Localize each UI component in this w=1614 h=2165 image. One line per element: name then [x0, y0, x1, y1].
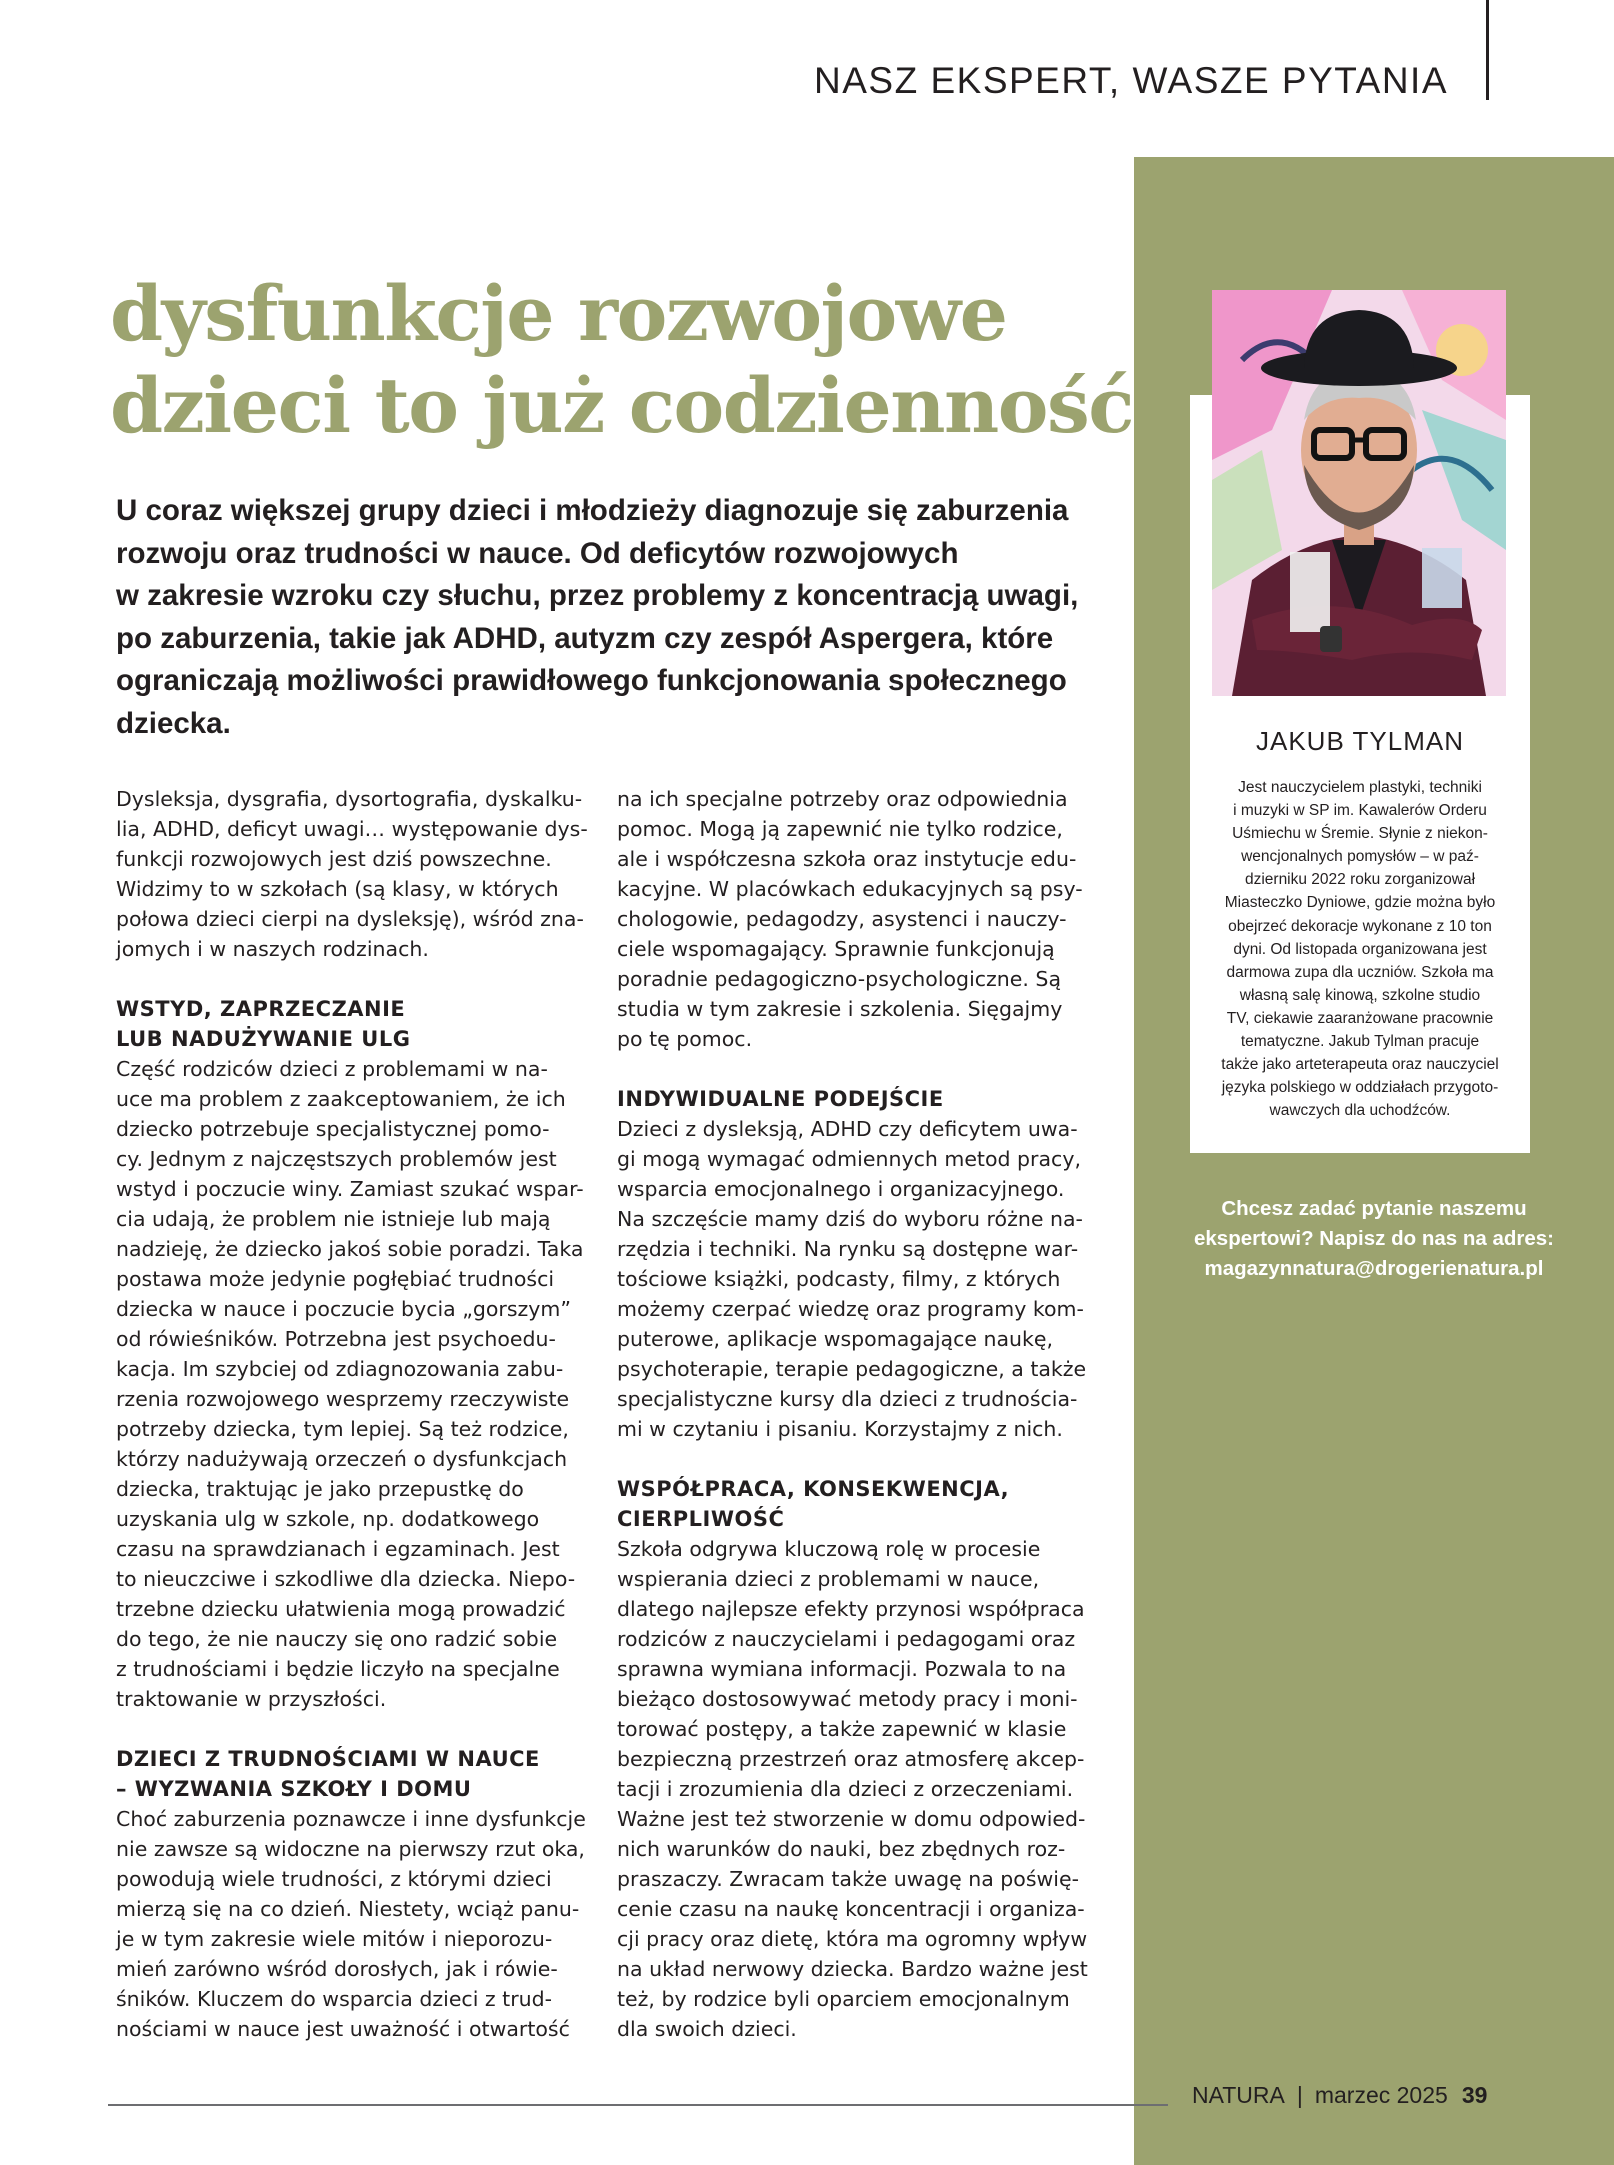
- lead-line: w zakresie wzroku czy słuchu, przez problemy z koncentracją uwagi,: [116, 579, 1079, 612]
- text-line: nie zawsze są widoczne na pierwszy rzut oka,: [116, 1837, 585, 1861]
- bio-line: własną salę kinową, szkolne studio: [1239, 986, 1481, 1004]
- text-line: dlatego najlepsze efekty przynosi współpraca: [617, 1597, 1085, 1621]
- expert-photo: [1212, 290, 1506, 696]
- spacer: [617, 1444, 1097, 1474]
- expert-name: JAKUB TYLMAN: [1255, 726, 1464, 756]
- text-line: do tego, że nie nauczy się ono radzić sobie: [116, 1627, 558, 1651]
- text-line: od rówieśników. Potrzebna jest psychoedu-: [116, 1327, 556, 1351]
- text-line: cji pracy oraz dietę, która ma ogromny wpływ: [617, 1927, 1088, 1951]
- text-line: bezpieczną przestrzeń oraz atmosferę akcep-: [617, 1747, 1085, 1771]
- spacer: [617, 1054, 1097, 1084]
- bio-line: dyni. Od listopada organizowana jest: [1233, 940, 1487, 958]
- text-line: Ważne jest też stworzenie w domu odpowied-: [617, 1807, 1086, 1831]
- page-footer: [1192, 2082, 1487, 2109]
- text-line: nadzieję, że dziecko jakoś sobie poradzi. Taka: [116, 1237, 584, 1261]
- text-line: chologowie, pedagodzy, asystenci i nauczy-: [617, 907, 1067, 931]
- footer-rule: [108, 2104, 1168, 2106]
- text-line: pomoc. Mogą ją zapewnić nie tylko rodzice,: [617, 817, 1063, 841]
- text-line: mierzą się na co dzień. Niestety, wciąż panu-: [116, 1897, 580, 1921]
- headline: [110, 268, 1134, 452]
- heading-line: INDYWIDUALNE PODEJŚCIE: [617, 1087, 944, 1111]
- text-line: cia udają, że problem nie istnieje lub mają: [116, 1207, 551, 1231]
- text-line: też, by rodzice byli oparciem emocjonalnym: [617, 1987, 1070, 2011]
- article-column-1: [116, 784, 596, 2044]
- bio-line: języka polskiego w oddziałach przygoto-: [1221, 1079, 1499, 1097]
- text-line: powodują wiele trudności, z którymi dzieci: [116, 1867, 552, 1891]
- text-line: studia w tym zakresie i szkolenia. Sięgajmy: [617, 997, 1063, 1021]
- text-line: Na szczęście mamy dziś do wyboru różne na-: [617, 1207, 1083, 1231]
- paragraph-individual: [617, 1114, 1097, 1444]
- text-line: kacja. Im szybciej od zdiagnozowania zabu-: [116, 1357, 564, 1381]
- text-line: rzędzia i techniki. Na rynku są dostępne war-: [617, 1237, 1079, 1261]
- paragraph-school-home: [116, 1804, 596, 2044]
- bio-line: i muzyki w SP im. Kawalerów Orderu: [1233, 802, 1487, 820]
- text-line: po tę pomoc.: [617, 1027, 753, 1051]
- text-line: funkcji rozwojowych jest dziś powszechne.: [116, 847, 552, 871]
- text-line: to nieuczciwe i szkodliwe dla dziecka. Niepo-: [116, 1567, 576, 1591]
- paragraph-shame: [116, 1054, 596, 1714]
- text-line: praszaczy. Zwracam także uwagę na poświę-: [617, 1867, 1080, 1891]
- text-line: czasu na sprawdzianach i egzaminach. Jest: [116, 1537, 560, 1561]
- heading-line: WSTYD, ZAPRZECZANIE: [116, 997, 406, 1021]
- text-line: nich warunków do nauki, bez zbędnych roz-: [617, 1837, 1066, 1861]
- text-line: cy. Jednym z najczęstszych problemów jest: [116, 1147, 557, 1171]
- text-line: kacyjne. W placówkach edukacyjnych są psy-: [617, 877, 1083, 901]
- bio-line: Jest nauczycielem plastyki, techniki: [1238, 779, 1482, 796]
- lead-line: U coraz większej grupy dzieci i młodzieży diagnozuje się zaburzenia: [116, 494, 1069, 527]
- text-line: dziecka, traktując je jako przepustkę do: [116, 1477, 524, 1501]
- text-line: traktowanie w przyszłości.: [116, 1687, 387, 1711]
- text-line: Część rodziców dzieci z problemami w na-: [116, 1057, 548, 1081]
- text-line: cenie czasu na naukę koncentracji i organiza-: [617, 1897, 1085, 1921]
- question-call-to-action: [1150, 1194, 1598, 1284]
- text-line: mi w czytaniu i pisaniu. Korzystajmy z nich.: [617, 1417, 1063, 1441]
- text-line: Widzimy to w szkołach (są klasy, w których: [116, 877, 559, 901]
- bio-line: TV, ciekawie zaaranżowane pracownie: [1226, 1009, 1494, 1027]
- paragraph-cooperation: [617, 1534, 1097, 2044]
- lead-paragraph: [116, 490, 1126, 745]
- cta-line: ekspertowi? Napisz do nas na adres:: [1194, 1227, 1554, 1250]
- article-column-2: [617, 784, 1097, 2044]
- text-line: dla swoich dzieci.: [617, 2017, 797, 2041]
- lead-line: ograniczają możliwości prawidłowego funkcjonowania społecznego: [116, 664, 1067, 697]
- expert-portrait-illustration: [1212, 290, 1506, 696]
- text-line: Dysleksja, dysgrafia, dysortografia, dyskalku-: [116, 787, 583, 811]
- bio-line: wencjonalnych pomysłów – w paź-: [1241, 848, 1479, 866]
- text-line: na układ nerwowy dziecka. Bardzo ważne jest: [617, 1957, 1088, 1981]
- text-line: poradnie pedagogiczno-psychologiczne. Są: [617, 967, 1062, 991]
- text-line: uce ma problem z zaakceptowaniem, że ich: [116, 1087, 566, 1111]
- text-line: Dzieci z dysleksją, ADHD czy deficytem uwa-: [617, 1117, 1078, 1141]
- lead-line: po zaburzenia, takie jak ADHD, autyzm czy zespół Aspergera, które: [116, 621, 1054, 655]
- heading-line: LUB NADUŻYWANIE ULG: [116, 1027, 411, 1051]
- header-vertical-rule: [1486, 0, 1489, 100]
- lead-line: dziecka.: [116, 706, 231, 740]
- section-heading-school-home: [116, 1744, 596, 1804]
- text-line: bieżąco dostosowywać metody pracy i moni-: [617, 1687, 1078, 1711]
- paragraph-intro: [116, 784, 596, 964]
- headline-line: dysfunkcje rozwojowe: [110, 269, 1007, 358]
- text-line: Szkoła odgrywa kluczową rolę w procesie: [617, 1537, 1041, 1561]
- bio-line: obejrzeć dekoracje wykonane z 10 ton: [1228, 917, 1492, 935]
- page-number: 39: [1461, 2082, 1488, 2108]
- magazine-name: NATURA: [1192, 2082, 1285, 2108]
- text-line: tościowe książki, podcasty, filmy, z których: [617, 1267, 1061, 1291]
- footer-separator: |: [1296, 2082, 1303, 2108]
- text-line: Choć zaburzenia poznawcze i inne dysfunkcje: [116, 1807, 586, 1831]
- heading-line: CIERPLIWOŚĆ: [617, 1507, 785, 1531]
- bio-line: także jako arteterapeuta oraz nauczyciel: [1221, 1056, 1499, 1074]
- heading-line: – WYZWANIA SZKOŁY I DOMU: [116, 1777, 472, 1801]
- text-line: potrzeby dziecka, tym lepiej. Są też rodzice,: [116, 1417, 569, 1441]
- text-line: uzyskania ulg w szkole, np. dodatkowego: [116, 1507, 540, 1531]
- spacer: [116, 964, 596, 994]
- issue-date: marzec 2025: [1314, 2082, 1448, 2108]
- bio-line: tematyczne. Jakub Tylman pracuje: [1240, 1033, 1480, 1051]
- bio-line: Uśmiechu w Śremie. Słynie z niekon-: [1232, 825, 1488, 843]
- spacer: [116, 1714, 596, 1744]
- text-line: rodziców z nauczycielami i pedagogami oraz: [617, 1627, 1076, 1651]
- text-line: wsparcia emocjonalnego i organizacyjnego.: [617, 1177, 1065, 1201]
- text-line: mień zarówno wśród dorosłych, jak i rówie-: [116, 1957, 558, 1981]
- bio-line: Miasteczko Dyniowe, gdzie można było: [1224, 894, 1496, 912]
- expert-bio: [1196, 776, 1524, 1122]
- text-line: na ich specjalne potrzeby oraz odpowiednia: [617, 787, 1068, 811]
- text-line: ciele wspomagający. Sprawnie funkcjonują: [617, 937, 1055, 961]
- text-line: postawa może jedynie pogłębiać trudności: [116, 1267, 555, 1291]
- text-line: rzenia rozwojowego wesprzemy rzeczywiste: [116, 1387, 570, 1411]
- text-line: którzy nadużywają orzeczeń o dysfunkcjach: [116, 1447, 568, 1471]
- text-line: specjalistyczne kursy dla dzieci z trudnościa-: [617, 1387, 1078, 1411]
- text-line: psychoterapie, terapie pedagogiczne, a także: [617, 1357, 1087, 1381]
- text-line: ale i współczesna szkoła oraz instytucje edu-: [617, 847, 1077, 871]
- text-line: tacji i zrozumienia dla dzieci z orzeczeniami.: [617, 1777, 1074, 1801]
- bio-line: dzierniku 2022 roku zorganizował: [1244, 871, 1476, 889]
- text-line: lia, ADHD, deficyt uwagi… występowanie dys-: [116, 817, 588, 841]
- text-line: trzebne dziecku ułatwienia mogą prowadzić: [116, 1597, 566, 1621]
- heading-line: DZIECI Z TRUDNOŚCIAMI W NAUCE: [116, 1747, 540, 1771]
- text-line: je w tym zakresie wiele mitów i nieporozu-: [116, 1927, 553, 1951]
- text-line: nościami w nauce jest uważność i otwartość: [116, 2017, 570, 2041]
- lead-line: rozwoju oraz trudności w nauce. Od deficytów rozwojowych: [116, 536, 959, 570]
- text-line: dziecka w nauce i poczucie bycia „gorszym”: [116, 1297, 572, 1321]
- text-line: gi mogą wymagać odmiennych metod pracy,: [617, 1147, 1081, 1171]
- paragraph-continued: [617, 784, 1097, 1054]
- section-heading-individual: [617, 1084, 1097, 1114]
- bio-line: wawczych dla uchodźców.: [1269, 1102, 1451, 1120]
- text-line: dziecko potrzebuje specjalistycznej pomo-: [116, 1117, 550, 1141]
- bio-line: darmowa zupa dla uczniów. Szkoła ma: [1226, 963, 1494, 981]
- text-line: z trudnościami i będzie liczyło na specjalne: [116, 1657, 560, 1681]
- text-line: wstyd i poczucie winy. Zamiast szukać wspar-: [116, 1177, 584, 1201]
- section-heading-shame: [116, 994, 596, 1054]
- text-line: wspierania dzieci z problemami w nauce,: [617, 1567, 1040, 1591]
- text-line: puterowe, aplikacje wspomagające naukę,: [617, 1327, 1054, 1351]
- cta-line: Chcesz zadać pytanie naszemu: [1221, 1197, 1527, 1220]
- text-line: torować postępy, a także zapewnić w klasie: [617, 1717, 1067, 1741]
- section-heading-cooperation: [617, 1474, 1097, 1534]
- cta-email-link[interactable]: magazynnatura@drogerienatura.pl: [1204, 1257, 1544, 1280]
- headline-line: dzieci to już codzienność: [110, 361, 1134, 450]
- heading-line: WSPÓŁPRACA, KONSEKWENCJA,: [617, 1477, 1010, 1501]
- text-line: jomych i w naszych rodzinach.: [116, 937, 429, 961]
- text-line: sprawna wymiana informacji. Pozwala to na: [617, 1657, 1067, 1681]
- text-line: możemy czerpać wiedzę oraz programy kom-: [617, 1297, 1084, 1321]
- text-line: połowa dzieci cierpi na dysleksję), wśród zna-: [116, 907, 584, 931]
- section-title: NASZ EKSPERT, WASZE PYTANIA: [814, 60, 1448, 101]
- text-line: śników. Kluczem do wsparcia dzieci z trud-: [116, 1987, 553, 2011]
